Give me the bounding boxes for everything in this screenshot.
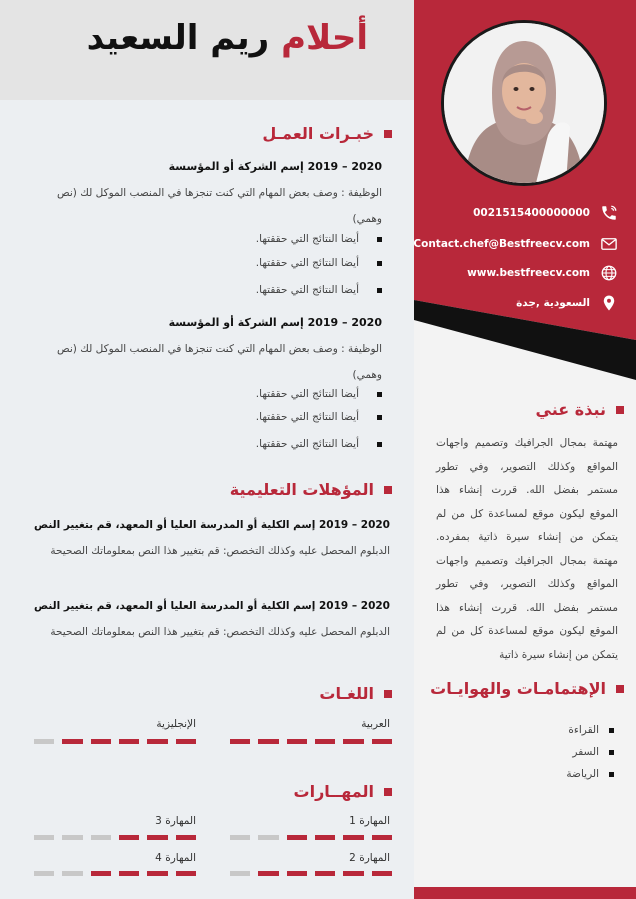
level-segment (287, 739, 307, 744)
website-text[interactable]: www.bestfreecv.com (467, 267, 590, 279)
square-bullet-icon (616, 406, 624, 414)
skill-label-2: المهارة 2 (349, 852, 390, 864)
level-segment (119, 871, 139, 876)
job-1-bullet-3: أيضا النتائج التي حققتها. (182, 284, 382, 296)
level-segment (62, 739, 82, 744)
job-2-bullet-2: أيضا النتائج التي حققتها. (182, 411, 382, 423)
education-1-header: 2020 – 2019 إسم الكلية أو المدرسة العليا أو المعهد، قم بتغيير النص (34, 519, 390, 531)
level-segment (315, 739, 335, 744)
level-segment (287, 871, 307, 876)
level-segment (62, 871, 82, 876)
level-segment (372, 835, 392, 840)
contact-email[interactable] (413, 235, 618, 253)
skill-label-4: المهارة 4 (155, 852, 196, 864)
hobby-item: القراءة (568, 724, 614, 736)
contact-location (516, 294, 618, 312)
square-bullet-icon (616, 685, 624, 693)
hobby-item: الرياضة (566, 768, 614, 780)
level-segment (372, 739, 392, 744)
level-segment (343, 871, 363, 876)
sidebar (414, 0, 636, 899)
education-1-description: الدبلوم المحصل عليه وكذلك التخصص: قم بتغيير هذا النص بمعلوماتك الصحيحة (50, 545, 390, 557)
level-segment (62, 835, 82, 840)
education-heading (230, 480, 392, 499)
level-segment (176, 835, 196, 840)
level-segment (258, 871, 278, 876)
hobbies-title: الإهتمامـات والهوايـات (430, 679, 606, 698)
language-label-1: العربية (361, 718, 390, 730)
level-segment (34, 739, 54, 744)
level-segment (258, 739, 278, 744)
skills-heading (294, 782, 393, 801)
level-segment (91, 835, 111, 840)
job-2-bullet-3: أيضا النتائج التي حققتها. (182, 438, 382, 450)
job-2-description: الوظيفة : وصف بعض المهام التي كنت تنجزها في المنصب الموكل لك (نص وهمي) (57, 343, 382, 381)
skills-title: المهــارات (293, 782, 374, 801)
first-name: أحلام (281, 18, 368, 58)
level-segment (372, 871, 392, 876)
profile-photo-image (444, 23, 604, 183)
level-segment (315, 835, 335, 840)
level-segment (230, 871, 250, 876)
language-level-bar-1 (230, 739, 392, 744)
last-name: ريم السعيد (86, 18, 270, 58)
contact-website[interactable] (467, 264, 618, 282)
level-segment (91, 871, 111, 876)
square-bullet-icon (384, 486, 392, 494)
square-bullet-icon (384, 788, 392, 796)
bullet-icon (609, 728, 614, 733)
languages-heading (319, 684, 392, 703)
experience-title: خبـرات العمـل (262, 124, 374, 143)
skill-label-3: المهارة 3 (155, 815, 196, 827)
level-segment (91, 739, 111, 744)
level-segment (34, 871, 54, 876)
level-segment (176, 739, 196, 744)
about-title: نبذة عني (535, 400, 606, 419)
about-text: مهتمة بمجال الجرافيك وتصميم واجهات المواقع وكذلك التصوير، وفي تطور مستمر بفضل الله. قررت إنشاء هذا الموقع ليكون موقع لمساعدة كل من لم يتمكن من إنشاء سيرة ذاتية بمفرده. مهتمة بمجال الجرافيك وتصميم واجهات المواقع وكذلك التصوير، وفي تطور مستمر بفضل الله. قررت إنشاء هذا الموقع ليكون موقع لمساعدة كل من لم يتمكن من إنشاء سيرة ذاتية (436, 437, 618, 661)
profile-photo (441, 20, 607, 186)
map-pin-icon (600, 294, 618, 312)
hobbies-heading (430, 679, 624, 698)
education-title: المؤهلات التعليمية (229, 480, 374, 499)
bullet-icon (609, 750, 614, 755)
skill-level-bar-4 (34, 871, 196, 876)
square-bullet-icon (384, 690, 392, 698)
level-segment (287, 835, 307, 840)
bullet-icon (609, 772, 614, 777)
bullet-icon (377, 392, 382, 397)
sidebar-bottom-bar (414, 887, 636, 899)
language-label-2: الإنجليزية (156, 718, 196, 730)
person-name (87, 18, 368, 58)
skill-label-1: المهارة 1 (349, 815, 390, 827)
phone-text: 0021515400000000 (473, 207, 590, 219)
skill-level-bar-2 (230, 871, 392, 876)
job-2-bullet-1: أيضا النتائج التي حققتها. (182, 388, 382, 400)
education-2-description: الدبلوم المحصل عليه وكذلك التخصص: قم بتغيير هذا النص بمعلوماتك الصحيحة (50, 626, 390, 638)
experience-heading (262, 124, 392, 143)
bullet-icon (377, 442, 382, 447)
level-segment (315, 871, 335, 876)
location-text: السعودية ,جدة (516, 297, 590, 309)
level-segment (147, 835, 167, 840)
level-segment (147, 871, 167, 876)
education-2-header: 2020 – 2019 إسم الكلية أو المدرسة العليا أو المعهد، قم بتغيير النص (34, 600, 390, 612)
skill-level-bar-3 (34, 835, 196, 840)
bullet-icon (377, 415, 382, 420)
phone-icon (600, 204, 618, 222)
bullet-icon (377, 261, 382, 266)
job-1-description: الوظيفة : وصف بعض المهام التي كنت تنجزها في المنصب الموكل لك (نص وهمي) (57, 187, 382, 225)
level-segment (147, 739, 167, 744)
globe-icon (600, 264, 618, 282)
envelope-icon (600, 235, 618, 253)
level-segment (34, 835, 54, 840)
level-segment (176, 871, 196, 876)
square-bullet-icon (384, 130, 392, 138)
contact-phone (473, 204, 618, 222)
level-segment (119, 835, 139, 840)
job-1-bullet-2: أيضا النتائج التي حققتها. (182, 257, 382, 269)
level-segment (230, 739, 250, 744)
languages-title: اللغـات (319, 684, 374, 703)
skill-level-bar-1 (230, 835, 392, 840)
about-heading (536, 400, 624, 419)
bullet-icon (377, 288, 382, 293)
level-segment (343, 739, 363, 744)
job-1-bullet-1: أيضا النتائج التي حققتها. (182, 233, 382, 245)
hobby-item: السفر (572, 746, 614, 758)
job-1-header: 2020 – 2019 إسم الشركة أو المؤسسة (168, 160, 382, 173)
level-segment (258, 835, 278, 840)
level-segment (343, 835, 363, 840)
level-segment (230, 835, 250, 840)
job-2-header: 2020 – 2019 إسم الشركة أو المؤسسة (168, 316, 382, 329)
language-level-bar-2 (34, 739, 196, 744)
level-segment (119, 739, 139, 744)
email-text[interactable]: Contact.chef@Bestfreecv.com (413, 238, 590, 250)
bullet-icon (377, 237, 382, 242)
